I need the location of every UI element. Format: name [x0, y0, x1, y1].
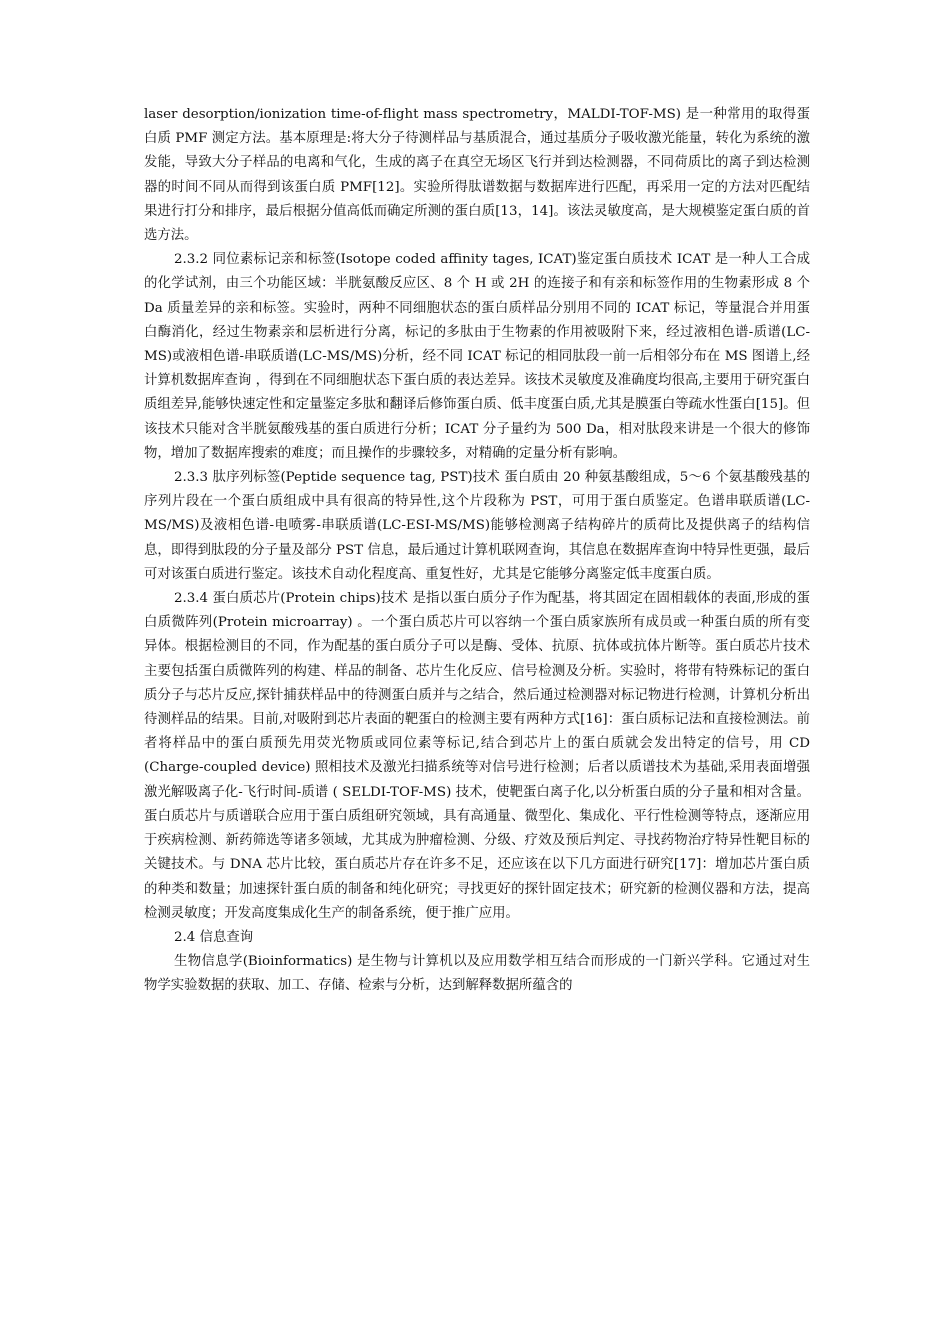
section-heading-information-query: 2.4 信息查询: [174, 929, 254, 945]
paragraph-maldi-tof: laser desorption/ionization time-of-flight mass spectrometry，MALDI-TOF-MS) 是一种常用的取得蛋白质 PMF 测定方法。基本原理是:将大分子待测样品与基质混合，通过基质分子吸收激光能量，转化为系统的激发能，导致大分子样品的电离和气化，生成的离子在真空无场区飞行并到达检测器，不同荷质比的离子到达检测器的时间不同从而得到该蛋白质 PMF[12]。实验所得肽谱数据与数据库进行匹配，再采用一定的方法对匹配结果进行打分和排序，最后根据分值高低而确定所测的蛋白质[13，14]。该法灵敏度高，是大规模鉴定蛋白质的首选方法。: [144, 107, 810, 244]
paragraph-protein-chips: 2.3.4 蛋白质芯片(Protein chips)技术 是指以蛋白质分子作为配基，将其固定在固相载体的表面,形成的蛋白质微阵列(Protein microarray) 。一个蛋白质芯片可以容纳一个蛋白质家族所有成员或一种蛋白质的所有变异体。根据检测目的不同，作为配基的蛋白质分子可以是酶、受体、抗原、抗体或抗体片断等。蛋白质芯片技术主要包括蛋白质微阵列的构建、样品的制备、芯片生化反应、信号检测及分析。实验时，将带有特殊标记的蛋白质分子与芯片反应,探针捕获样品中的待测蛋白质并与之结合，然后通过检测器对标记物进行检测，计算机分析出待测样品的结果。目前,对吸附到芯片表面的靶蛋白的检测主要有两种方式[16]：蛋白质标记法和直接检测法。前者将样品中的蛋白质预先用荧光物质或同位素等标记,结合到芯片上的蛋白质就会发出特定的信号，用 CD (Charge-coupled device) 照相技术及激光扫描系统等对信号进行检测；后者以质谱技术为基础,采用表面增强激光解吸离子化-飞行时间-质谱 ( SELDI-TOF-MS) 技术，使靶蛋白离子化,以分析蛋白质的分子量和相对含量。蛋白质芯片与质谱联合应用于蛋白质组研究领域，具有高通量、微型化、集成化、平行性检测等特点，逐渐应用于疾病检测、新药筛选等诸多领域，尤其成为肿瘤检测、分级、疗效及预后判定、寻找药物治疗特异性靶目标的关键技术。与 DNA 芯片比较，蛋白质芯片存在许多不足，还应该在以下几方面进行研究[17]：增加芯片蛋白质的种类和数量；加速探针蛋白质的制备和纯化研究；寻找更好的探针固定技术；研究新的检测仪器和方法，提高检测灵敏度；开发高度集成化生产的制备系统，便于推广应用。: [144, 591, 810, 921]
paragraph-icat: 2.3.2 同位素标记亲和标签(Isotope coded affinity tages, ICAT)鉴定蛋白质技术 ICAT 是一种人工合成的化学试剂，由三个功能区域：半胱氨酸反应区、8 个 H 或 2H 的连接子和有亲和标签作用的生物素形成 8 个 Da 质量差异的亲和标签。实验时，两种不同细胞状态的蛋白质样品分别用不同的 ICAT 标记，等量混合并用蛋白酶消化，经过生物素亲和层析进行分离，标记的多肽由于生物素的作用被吸附下来，经过液相色谱-质谱(LC-MS)或液相色谱-串联质谱(LC-MS/MS)分析，经不同 ICAT 标记的相同肽段一前一后相邻分布在 MS 图谱上,经计算机数据库查询 ，得到在不同细胞状态下蛋白质的表达差异。该技术灵敏度及准确度均很高,主要用于研究蛋白质组差异,能够快速定性和定量鉴定多肽和翻译后修饰蛋白质、低丰度蛋白质,尤其是膜蛋白等疏水性蛋白[15]。但该技术只能对含半胱氨酸残基的蛋白质进行分析；ICAT 分子量约为 500 Da，相对肽段来讲是一个很大的修饰物，增加了数据库搜索的难度；而且操作的步骤较多，对精确的定量分析有影响。: [144, 252, 810, 461]
document-body: [144, 103, 810, 999]
paragraph-bioinformatics: 生物信息学(Bioinformatics) 是生物与计算机以及应用数学相互结合而形成的一门新兴学科。它通过对生物学实验数据的获取、加工、存储、检索与分析，达到解释数据所蕴含的: [144, 954, 810, 994]
paragraph-pst: 2.3.3 肽序列标签(Peptide sequence tag, PST)技术 蛋白质由 20 种氨基酸组成，5～6 个氨基酸残基的序列片段在一个蛋白质组成中具有很高的特异性,这个片段称为 PST，可用于蛋白质鉴定。色谱串联质谱(LC-MS/MS)及液相色谱-电喷雾-串联质谱(LC-ESI-MS/MS)能够检测离子结构碎片的质荷比及提供离子的结构信息，即得到肽段的分子量及部分 PST 信息，最后通过计算机联网查询，其信息在数据库查询中特异性更强，最后可对该蛋白质进行鉴定。该技术自动化程度高、重复性好，尤其是它能够分离鉴定低丰度蛋白质。: [144, 470, 810, 582]
